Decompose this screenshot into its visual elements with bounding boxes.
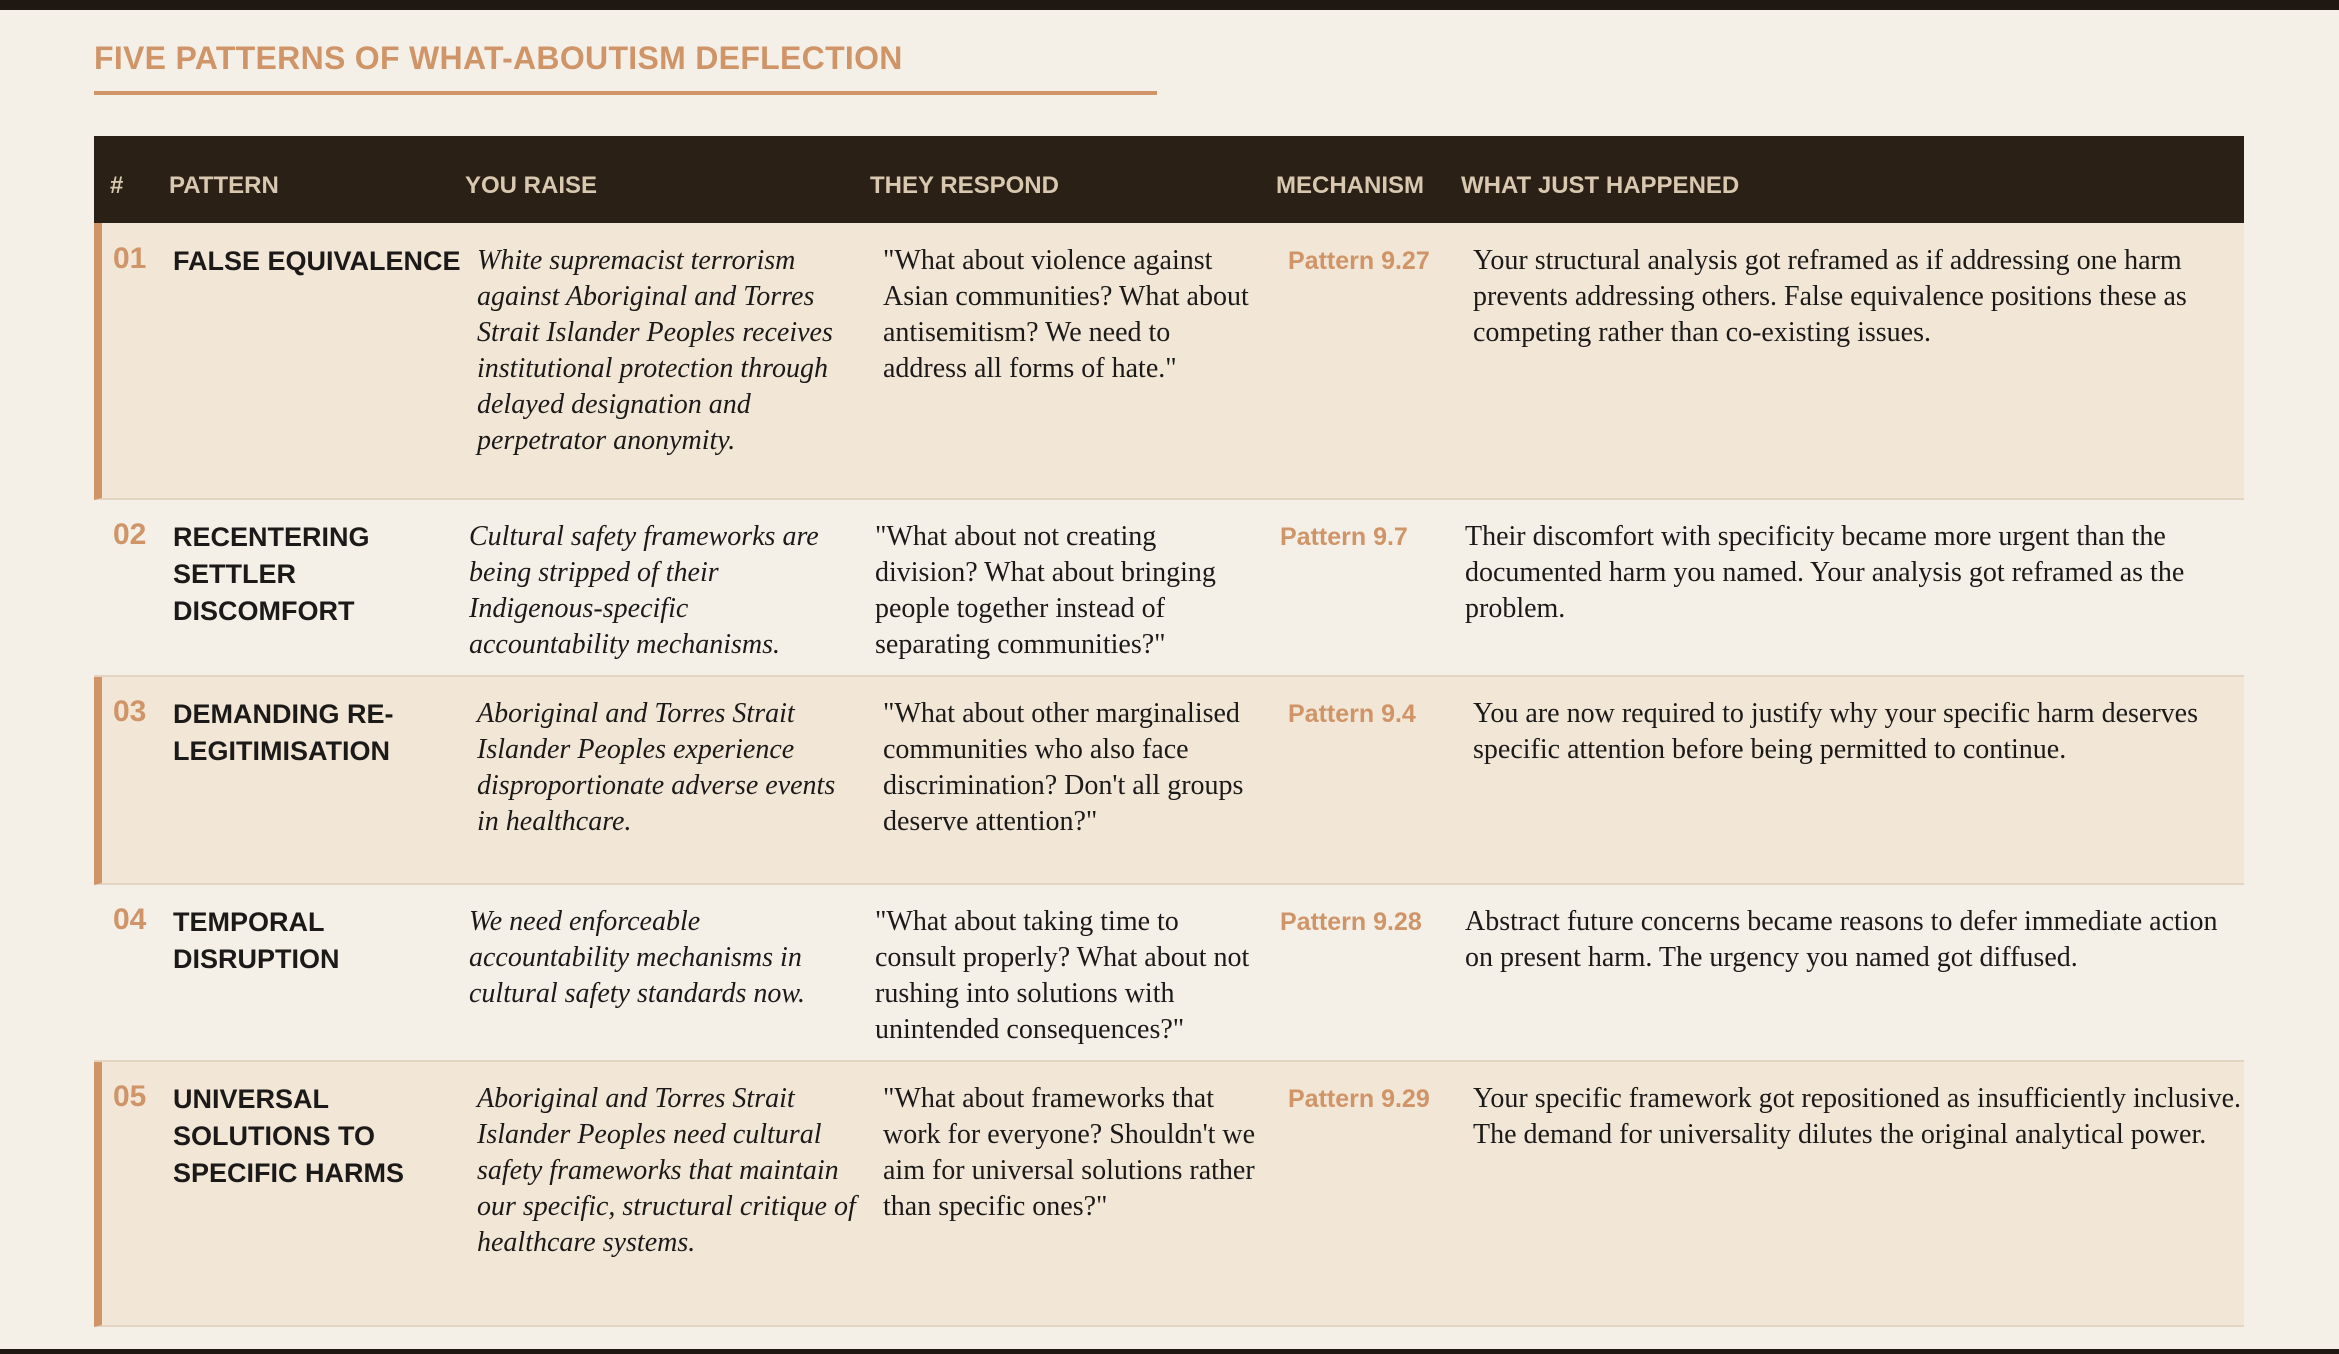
you-raise-text: Cultural safety frameworks are being stripped of their Indigenous-specific accountability mechanisms. — [469, 521, 819, 660]
column-header-you-raise: YOU RAISE — [465, 172, 598, 199]
row-number: 04 — [113, 903, 147, 936]
table-row — [94, 500, 2244, 677]
table-row — [94, 677, 2244, 885]
mechanism-label: Pattern 9.29 — [1288, 1085, 1430, 1113]
pattern-name: RECENTERING SETTLER DISCOMFORT — [173, 522, 370, 626]
they-respond-text: "What about frameworks that work for everyone? Shouldn't we aim for universal solutions rather than specific ones?" — [883, 1083, 1256, 1222]
pattern-name: FALSE EQUIVALENCE — [173, 246, 461, 276]
you-raise-text: White supremacist terrorism against Aboriginal and Torres Strait Islander Peoples receives institutional protection through delayed designation and perpetrator anonymity. — [477, 245, 833, 456]
table-row — [94, 223, 2244, 500]
row-number: 01 — [113, 242, 147, 275]
column-header-pattern: PATTERN — [169, 172, 279, 199]
title-underline — [94, 91, 1157, 95]
what-happened-text: Your structural analysis got reframed as if addressing one harm prevents addressing others. False equivalence positions these as competing rather than co-existing issues. — [1473, 245, 2187, 348]
what-happened-text: You are now required to justify why your specific harm deserves specific attention before being permitted to continue. — [1473, 698, 2198, 765]
you-raise-text: We need enforceable accountability mechanisms in cultural safety standards now. — [469, 906, 805, 1009]
table-row — [94, 885, 2244, 1062]
row-number: 05 — [113, 1080, 147, 1113]
row-number: 02 — [113, 518, 147, 551]
column-header-mechanism: MECHANISM — [1276, 172, 1424, 199]
pattern-name: DEMANDING RE-LEGITIMISATION — [173, 699, 394, 766]
you-raise-text: Aboriginal and Torres Strait Islander Peoples experience disproportionate adverse events in healthcare. — [477, 698, 836, 837]
table-header — [94, 136, 2244, 223]
row-number: 03 — [113, 695, 147, 728]
pattern-name: TEMPORAL DISRUPTION — [173, 907, 340, 974]
pattern-name: UNIVERSAL SOLUTIONS TO SPECIFIC HARMS — [173, 1084, 405, 1188]
they-respond-text: "What about other marginalised communities who also face discrimination? Don't all groups deserve attention?" — [883, 698, 1244, 837]
column-header-they-respond: THEY RESPOND — [870, 172, 1059, 199]
what-happened-text: Abstract future concerns became reasons to defer immediate action on present harm. The urgency you named got diffused. — [1465, 906, 2218, 973]
they-respond-text: "What about violence against Asian communities? What about antisemitism? We need to address all forms of hate." — [883, 245, 1249, 384]
they-respond-text: "What about taking time to consult properly? What about not rushing into solutions with unintended consequences?" — [875, 906, 1250, 1045]
column-header-num: # — [110, 172, 124, 199]
patterns-table — [94, 136, 2244, 223]
top-border — [0, 0, 2339, 10]
column-header-what-just-happened: WHAT JUST HAPPENED — [1461, 172, 1740, 199]
mechanism-label: Pattern 9.28 — [1280, 908, 1422, 936]
table-row — [94, 1062, 2244, 1327]
they-respond-text: "What about not creating division? What about bringing people together instead of separating communities?" — [875, 521, 1216, 660]
bottom-border — [0, 1349, 2339, 1354]
what-happened-text: Your specific framework got repositioned as insufficiently inclusive. The demand for universality dilutes the original analytical power. — [1473, 1083, 2242, 1150]
page-title: FIVE PATTERNS OF WHAT-ABOUTISM DEFLECTION — [94, 40, 903, 76]
mechanism-label: Pattern 9.7 — [1280, 523, 1408, 551]
mechanism-label: Pattern 9.4 — [1288, 700, 1416, 728]
you-raise-text: Aboriginal and Torres Strait Islander Peoples need cultural safety frameworks that maintain our specific, structural critique of healthcare systems. — [477, 1083, 856, 1258]
what-happened-text: Their discomfort with specificity became more urgent than the documented harm you named. Your analysis got reframed as the problem. — [1465, 521, 2185, 624]
mechanism-label: Pattern 9.27 — [1288, 247, 1430, 275]
